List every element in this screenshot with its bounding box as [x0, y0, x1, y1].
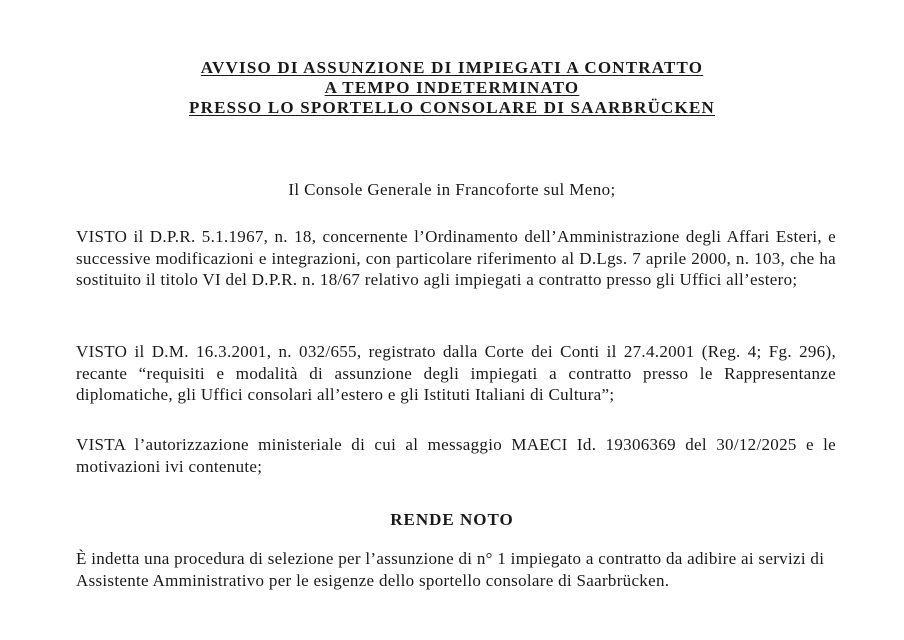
paragraph-announcement: È indetta una procedura di selezione per l’assunzione di n° 1 impiegato a contratto da adibire ai servizi di Assistente Amministrativo per le esigenze dello sportello consolare di Saarbrücken.	[76, 549, 825, 590]
issuer-line: Il Console Generale in Francoforte sul Meno;	[288, 180, 616, 199]
paragraph-visto-dpr: VISTO il D.P.R. 5.1.1967, n. 18, concernente l’Ordinamento dell’Amministrazione degli Affari Esteri, e successive modificazioni e integrazioni, con particolare riferimento al D.Lgs. 7 aprile 2000, n. 103, che ha sostituito il titolo VI del D.P.R. n. 18/67 relativo agli impiegati a contratto presso gli Uffici all’estero;	[76, 227, 836, 289]
title-line-1: AVVISO DI ASSUNZIONE DI IMPIEGATI A CONTRATTO	[200, 58, 704, 77]
paragraph-vista-autorizzazione: VISTA l’autorizzazione ministeriale di cui al messaggio MAECI Id. 19306369 del 30/12/2025 e le motivazioni ivi contenute;	[76, 435, 836, 476]
title-line-2: A TEMPO INDETERMINATO	[324, 78, 580, 97]
title-line-3: PRESSO LO SPORTELLO CONSOLARE DI SAARBRÜCKEN	[189, 98, 715, 117]
rende-noto-heading: RENDE NOTO	[390, 510, 514, 529]
paragraph-visto-dm: VISTO il D.M. 16.3.2001, n. 032/655, registrato dalla Corte dei Conti il 27.4.2001 (Reg. 4; Fg. 296), recante “requisiti e modalità di assunzione degli impiegati a contratto presso le Rappresentanze diplomatiche, gli Uffici consolari all’estero e gli Istituti Italiani di Cultura”;	[76, 342, 836, 404]
